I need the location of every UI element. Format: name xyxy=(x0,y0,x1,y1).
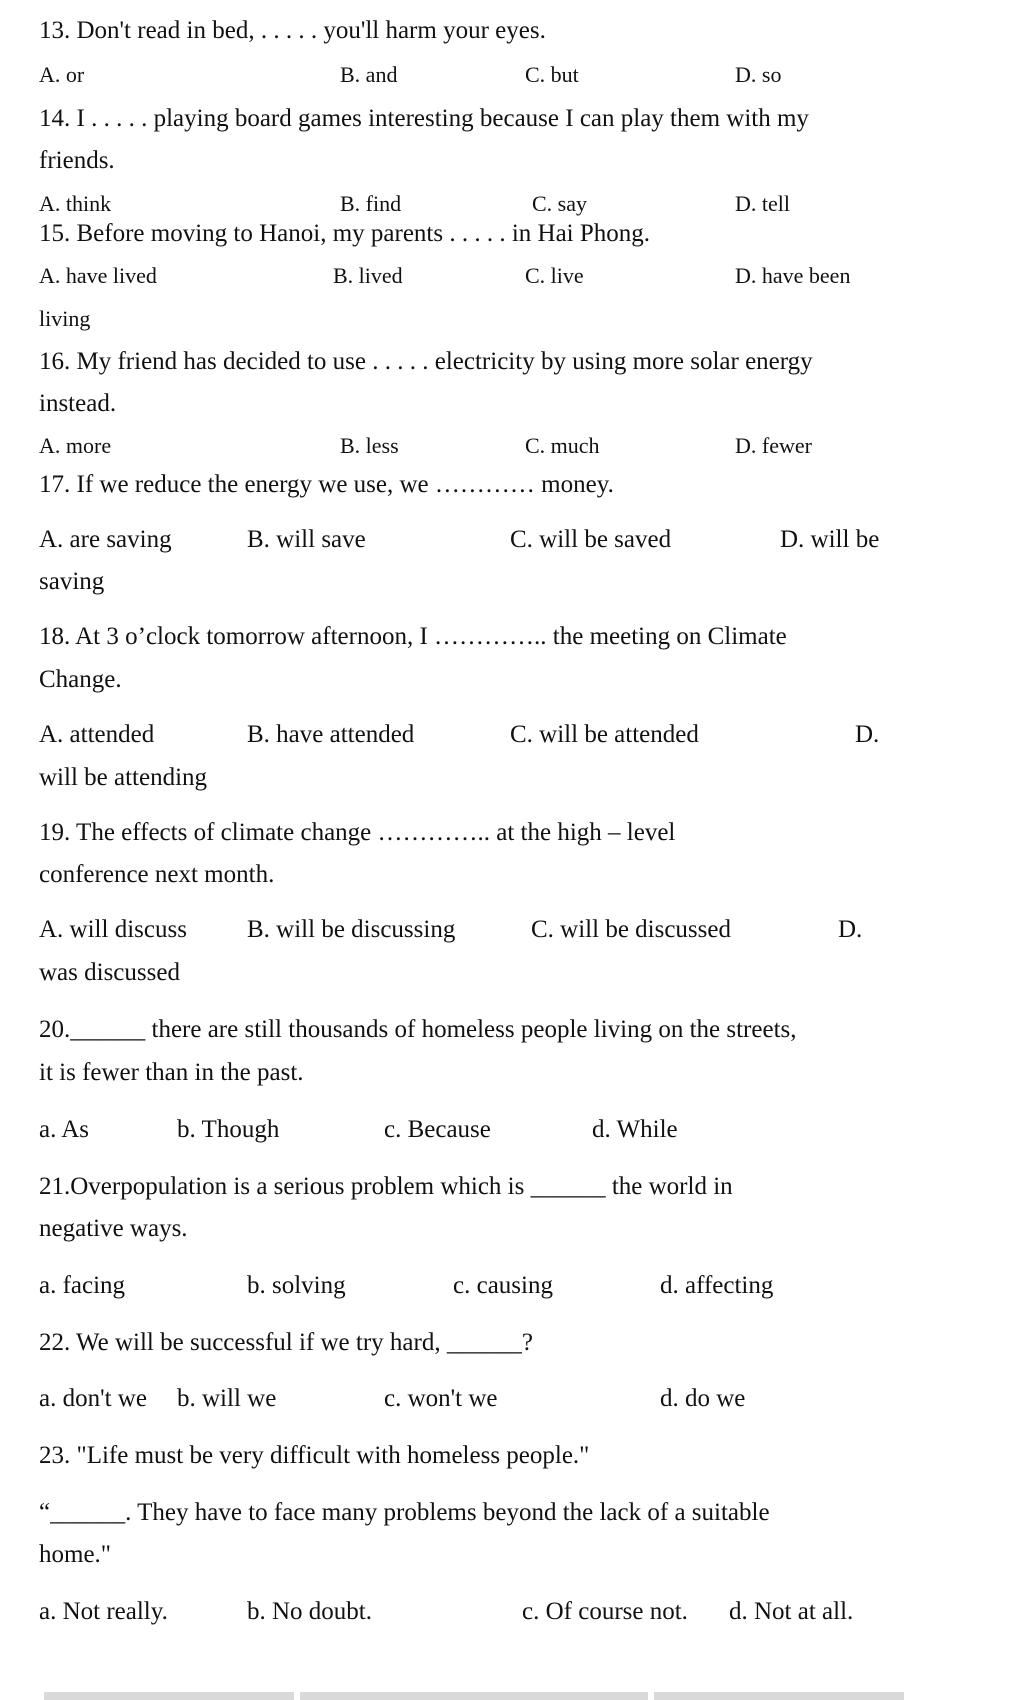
q13-option-b[interactable]: B. and xyxy=(340,62,398,87)
question-22-stem: 22. We will be successful if we try hard, ______? xyxy=(39,1329,533,1356)
question-23-reply: “______. They have to face many problems beyond the lack of a suitable xyxy=(39,1499,770,1526)
q20-option-d[interactable]: d. While xyxy=(592,1116,678,1143)
q22-option-a[interactable]: a. don't we xyxy=(39,1385,147,1412)
q23-option-a[interactable]: a. Not really. xyxy=(39,1598,168,1625)
q14-option-b[interactable]: B. find xyxy=(340,191,402,216)
q18-option-d-cont: will be attending xyxy=(39,764,208,791)
q13-option-d[interactable]: D. so xyxy=(735,62,782,87)
q13-option-c[interactable]: C. but xyxy=(525,62,579,87)
question-23-reply-cont: home." xyxy=(39,1541,111,1568)
q22-option-c[interactable]: c. won't we xyxy=(384,1385,498,1412)
q15-option-b[interactable]: B. lived xyxy=(333,263,403,288)
q20-option-b[interactable]: b. Though xyxy=(177,1116,280,1143)
question-19-stem: 19. The effects of climate change ………….. at the high – level xyxy=(39,819,676,846)
q16-option-a[interactable]: A. more xyxy=(39,433,112,458)
question-15-stem: 15. Before moving to Hanoi, my parents . . . . . in Hai Phong. xyxy=(39,220,651,247)
q16-option-c[interactable]: C. much xyxy=(525,433,600,458)
question-14-stem-cont: friends. xyxy=(39,147,115,174)
q19-option-a[interactable]: A. will discuss xyxy=(39,916,187,943)
footer-divider xyxy=(654,1692,904,1700)
footer-divider xyxy=(44,1692,294,1700)
q14-option-c[interactable]: C. say xyxy=(532,191,587,216)
footer-divider xyxy=(300,1692,648,1700)
q15-option-c[interactable]: C. live xyxy=(525,263,584,288)
q15-option-d[interactable]: D. have been xyxy=(735,263,851,288)
question-18-stem-cont: Change. xyxy=(39,666,122,693)
q18-option-c[interactable]: C. will be attended xyxy=(510,721,699,748)
question-13-stem: 13. Don't read in bed, . . . . . you'll harm your eyes. xyxy=(39,17,546,44)
q16-option-d[interactable]: D. fewer xyxy=(735,433,812,458)
question-17-stem: 17. If we reduce the energy we use, we ………… money. xyxy=(39,471,614,498)
q18-option-a[interactable]: A. attended xyxy=(39,721,155,748)
q21-option-b[interactable]: b. solving xyxy=(247,1272,346,1299)
q15-option-d-cont: living xyxy=(39,306,91,331)
question-21-stem: 21.Overpopulation is a serious problem which is ______ the world in xyxy=(39,1173,733,1200)
question-14-stem: 14. I . . . . . playing board games interesting because I can play them with my xyxy=(39,105,809,132)
question-23-stem: 23. "Life must be very difficult with homeless people." xyxy=(39,1442,590,1469)
q13-option-a[interactable]: A. or xyxy=(39,62,85,87)
q20-option-c[interactable]: c. Because xyxy=(384,1116,491,1143)
question-21-stem-cont: negative ways. xyxy=(39,1215,188,1242)
q14-option-d[interactable]: D. tell xyxy=(735,191,790,216)
q15-option-a[interactable]: A. have lived xyxy=(39,263,157,288)
question-16-stem-cont: instead. xyxy=(39,390,117,417)
q17-option-d-cont: saving xyxy=(39,568,105,595)
q21-option-c[interactable]: c. causing xyxy=(453,1272,553,1299)
q19-option-d[interactable]: D. xyxy=(838,916,863,943)
q17-option-c[interactable]: C. will be saved xyxy=(510,526,672,553)
question-20-stem: 20.______ there are still thousands of homeless people living on the streets, xyxy=(39,1016,797,1043)
q23-option-c[interactable]: c. Of course not. xyxy=(522,1598,688,1625)
q22-option-b[interactable]: b. will we xyxy=(177,1385,277,1412)
q17-option-b[interactable]: B. will save xyxy=(247,526,366,553)
question-18-stem: 18. At 3 o’clock tomorrow afternoon, I ………….. the meeting on Climate xyxy=(39,623,787,650)
q21-option-a[interactable]: a. facing xyxy=(39,1272,126,1299)
q23-option-b[interactable]: b. No doubt. xyxy=(247,1598,372,1625)
q17-option-a[interactable]: A. are saving xyxy=(39,526,172,553)
q16-option-b[interactable]: B. less xyxy=(340,433,399,458)
q18-option-d[interactable]: D. xyxy=(855,721,880,748)
q17-option-d[interactable]: D. will be xyxy=(780,526,880,553)
q22-option-d[interactable]: d. do we xyxy=(660,1385,746,1412)
q20-option-a[interactable]: a. As xyxy=(39,1116,89,1143)
q23-option-d[interactable]: d. Not at all. xyxy=(729,1598,854,1625)
q14-option-a[interactable]: A. think xyxy=(39,191,112,216)
q21-option-d[interactable]: d. affecting xyxy=(660,1272,774,1299)
q19-option-d-cont: was discussed xyxy=(39,959,180,986)
q19-option-c[interactable]: C. will be discussed xyxy=(531,916,731,943)
question-20-stem-cont: it is fewer than in the past. xyxy=(39,1059,304,1086)
question-19-stem-cont: conference next month. xyxy=(39,861,275,888)
question-16-stem: 16. My friend has decided to use . . . . . electricity by using more solar energy xyxy=(39,348,813,375)
q19-option-b[interactable]: B. will be discussing xyxy=(247,916,456,943)
q18-option-b[interactable]: B. have attended xyxy=(247,721,415,748)
